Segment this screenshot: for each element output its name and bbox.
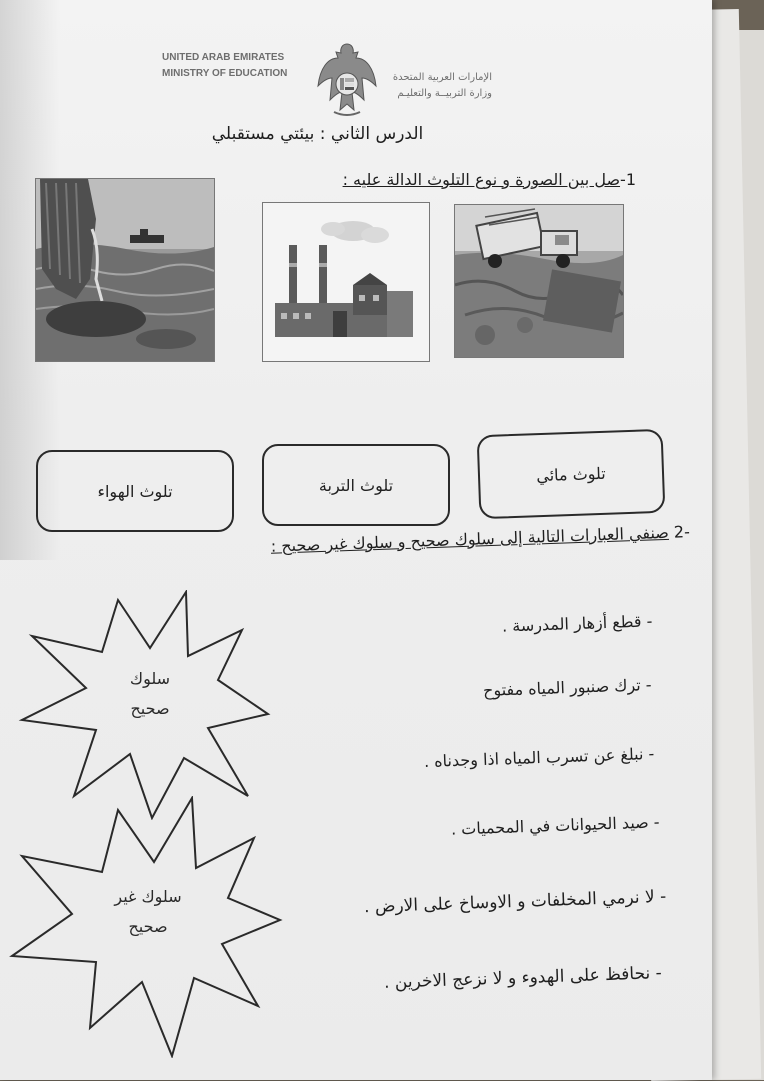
factory-smoke-picture [262,202,430,362]
correct-behavior-label [100,664,200,724]
water-pollution-picture [35,178,215,362]
header-arabic [380,70,492,102]
statement-item: - صيد الحيوانات في المحميات . [451,812,661,839]
ministry-name-ar: وزارة التربيــة والتعليـم [397,88,492,99]
uae-emblem-icon [314,40,380,122]
question-2-text: صنفي العبارات التالية إلى سلوك صحيح و سلوك غير صحيح : [270,522,670,556]
correct-label-line1: سلوك [129,669,171,688]
country-name-ar: الإمارات العربية المتحدة [392,72,492,83]
wrong-behavior-label [88,882,208,942]
lesson-title: الدرس الثاني : بيئتي مستقبلي [211,124,424,144]
correct-label-line2: صحيح [130,699,170,718]
answer-box-air-pollution: تلوث الهواء [36,450,234,532]
question-1 [290,170,636,189]
wrong-label-line2: صحيح [128,917,168,936]
question-2-number: -2 [673,522,691,542]
ministry-name-en: MINISTRY OF EDUCATION [162,68,288,79]
country-name-en: UNITED ARAB EMIRATES [162,52,285,63]
question-1-text: صل بين الصورة و نوع التلوث الدالة عليه : [342,170,621,189]
statement-item: - نحافظ على الهدوء و لا نزعج الاخرين . [383,963,663,993]
header-english [162,50,287,82]
garbage-truck-picture [454,204,624,358]
statement-item: - لا نرمي المخلفات و الاوساخ على الارض . [363,886,667,918]
answer-box-water-pollution: تلوث مائي [477,429,666,519]
statement-item: - ترك صنبور المياه مفتوح [483,675,653,700]
wrong-label-line1: سلوك غير [114,887,182,906]
statement-item: - نبلغ عن تسرب المياه اذا وجدناه . [423,743,655,772]
question-1-number: 1- [620,170,636,189]
statement-item: - قطع أزهار المدرسة . [501,611,653,636]
answer-box-soil-pollution: تلوث التربة [262,444,450,526]
